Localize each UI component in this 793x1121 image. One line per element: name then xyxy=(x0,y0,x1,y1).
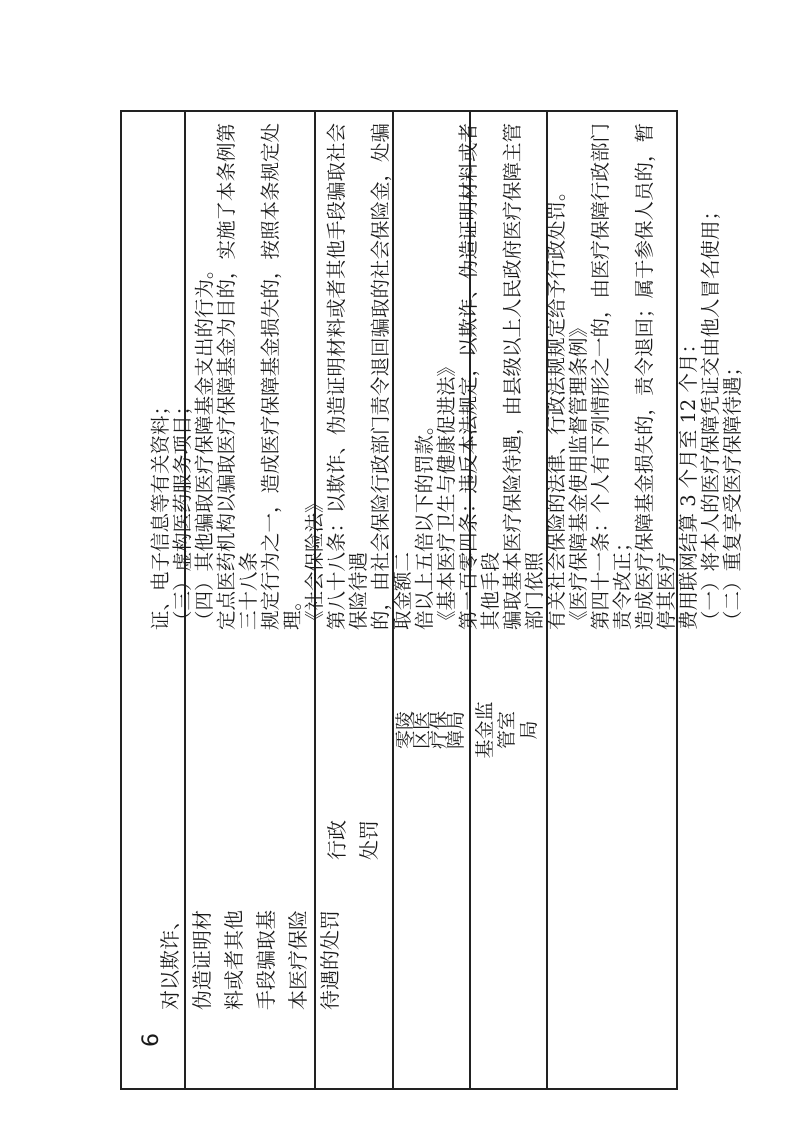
implementing-body-line: 区医 xyxy=(411,711,433,750)
basis-line: 倍以上五倍以下的罚款。 xyxy=(413,415,436,630)
implementing-body-line: 零陵 xyxy=(394,711,416,750)
department-line: 基金监 xyxy=(474,701,496,759)
basis-line: 《社会保险法》 xyxy=(303,493,326,630)
basis-line: 规定行为之一，造成医疗保障基金损失的，按照本条规定处理。 xyxy=(259,122,304,630)
legal-basis-band xyxy=(149,100,744,1090)
basis-line: 《基本医疗卫生与健康促进法》 xyxy=(435,356,458,630)
item-name-line: 本医疗保险 xyxy=(286,910,310,1010)
category-line: 行政 xyxy=(325,820,349,860)
basis-line: 造成医疗保障基金损失的，责令退回；属于参保人员的，暂停其医疗 xyxy=(633,122,678,630)
basis-line: 第八十八条：以欺诈、伪造证明材料或者其他手段骗取社会保险待遇 xyxy=(325,122,370,630)
item-name-line: 待遇的处罚 xyxy=(318,910,342,1010)
basis-line: 第四十一条：个人有下列情形之一的，由医疗保障行政部门责令改正； xyxy=(589,122,634,630)
department-line: 局 xyxy=(518,720,540,740)
row-number: 6 xyxy=(139,1033,164,1047)
basis-line: （四）其他骗取医疗保障基金支出的行为。 xyxy=(193,259,216,630)
basis-line: （二）重复享受医疗保障待遇； xyxy=(721,356,744,630)
department-line: 管室 xyxy=(496,711,518,750)
implementing-body-line: 障局 xyxy=(445,711,467,750)
basis-line: 有关社会保险的法律、行政法规规定给予行政处罚。 xyxy=(545,181,568,630)
basis-line: 的，由社会保险行政部门责令退回骗取的社会保险金，处骗取金额二 xyxy=(369,122,414,630)
basis-line: （三）虚构医药服务项目； xyxy=(171,395,194,630)
item-name-line: 对以欺诈、 xyxy=(158,910,182,1010)
basis-line: 骗取基本医疗保险待遇，由县级以上人民政府医疗保障主管部门依照 xyxy=(501,122,546,630)
basis-line: 《医疗保障基金使用监督管理条例》 xyxy=(567,317,590,630)
basis-line: 费用联网结算 3 个月至 12 个月： xyxy=(677,333,700,630)
item-name-line: 伪造证明材 xyxy=(190,910,214,1010)
basis-line: 证、电子信息等有关资料； xyxy=(149,395,172,630)
basis-line: 定点医药机构以骗取医疗保障基金为目的，实施了本条例第三十八条 xyxy=(215,122,260,630)
category-line: 处罚 xyxy=(357,820,381,860)
basis-line: 第一百零四条：违反本法规定，以欺诈、伪造证明材料或者其他手段 xyxy=(457,122,502,630)
item-name-line: 料或者其他 xyxy=(222,910,246,1010)
legal-basis-text xyxy=(149,110,744,630)
item-name-line: 手段骗取基 xyxy=(254,910,278,1010)
implementing-body-line: 疗保 xyxy=(428,711,450,750)
basis-line: （一）将本人的医疗保障凭证交由他人冒名使用； xyxy=(699,200,722,630)
